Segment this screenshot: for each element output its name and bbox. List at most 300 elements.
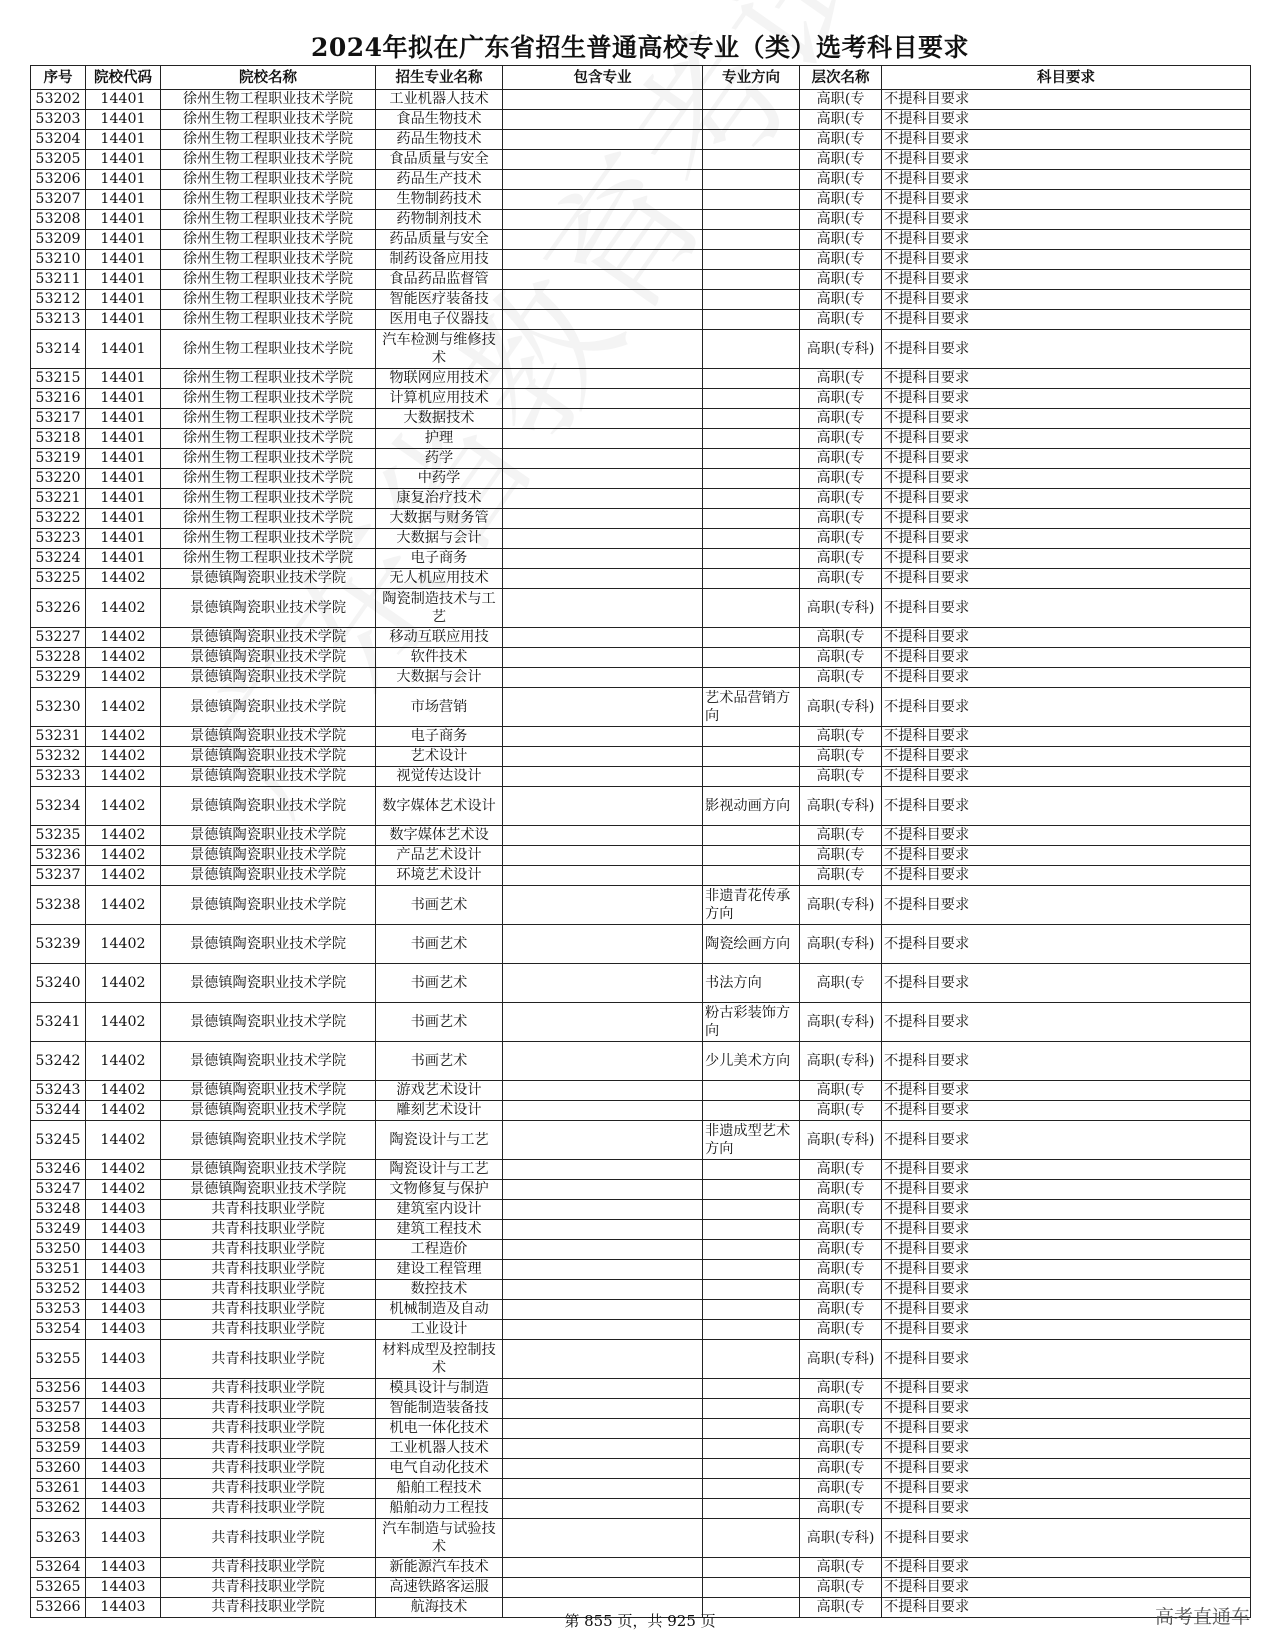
- cell-school-code: 14403: [86, 1280, 161, 1300]
- cell-major-direction: 粉古彩装饰方向: [703, 1003, 800, 1042]
- cell-major-name: 物联网应用技术: [376, 369, 503, 389]
- cell-school-name: 徐州生物工程职业技术学院: [161, 529, 376, 549]
- cell-level-name: 高职(专: [800, 727, 882, 747]
- cell-school-code: 14402: [86, 747, 161, 767]
- cell-major-direction: [703, 509, 800, 529]
- cell-major-direction: [703, 628, 800, 648]
- table-row: [31, 1419, 1251, 1439]
- cell-major-name: 护理: [376, 429, 503, 449]
- cell-included-majors: [503, 1121, 703, 1160]
- cell-seq: 53221: [31, 489, 86, 509]
- cell-school-name: 徐州生物工程职业技术学院: [161, 310, 376, 330]
- cell-seq: 53207: [31, 190, 86, 210]
- cell-major-name: 模具设计与制造: [376, 1379, 503, 1399]
- cell-school-code: 14402: [86, 648, 161, 668]
- cell-subject-requirement: 不提科目要求: [882, 150, 1251, 170]
- cell-school-code: 14401: [86, 529, 161, 549]
- cell-level-name: 高职(专: [800, 150, 882, 170]
- cell-seq: 53263: [31, 1519, 86, 1558]
- cell-major-name: 无人机应用技术: [376, 569, 503, 589]
- cell-seq: 53216: [31, 389, 86, 409]
- cell-major-direction: 艺术品营销方向: [703, 688, 800, 727]
- cell-major-name: 机电一体化技术: [376, 1419, 503, 1439]
- cell-subject-requirement: 不提科目要求: [882, 110, 1251, 130]
- cell-seq: 53235: [31, 826, 86, 846]
- table-row: [31, 469, 1251, 489]
- cell-school-name: 景德镇陶瓷职业技术学院: [161, 747, 376, 767]
- cell-major-direction: [703, 1220, 800, 1240]
- cell-school-code: 14403: [86, 1479, 161, 1499]
- cell-school-code: 14402: [86, 1081, 161, 1101]
- cell-school-code: 14403: [86, 1519, 161, 1558]
- cell-level-name: 高职(专: [800, 1180, 882, 1200]
- cell-seq: 53265: [31, 1578, 86, 1598]
- cell-major-direction: [703, 727, 800, 747]
- cell-school-code: 14401: [86, 150, 161, 170]
- table-row: [31, 648, 1251, 668]
- cell-school-code: 14402: [86, 589, 161, 628]
- cell-level-name: 高职(专科): [800, 925, 882, 964]
- cell-seq: 53204: [31, 130, 86, 150]
- cell-major-direction: [703, 150, 800, 170]
- table-row: [31, 628, 1251, 648]
- cell-level-name: 高职(专科): [800, 886, 882, 925]
- cell-seq: 53239: [31, 925, 86, 964]
- cell-seq: 53215: [31, 369, 86, 389]
- table-row: [31, 250, 1251, 270]
- cell-school-name: 徐州生物工程职业技术学院: [161, 369, 376, 389]
- cell-major-name: 汽车检测与维修技术: [376, 330, 503, 369]
- cell-school-name: 共青科技职业学院: [161, 1558, 376, 1578]
- cell-school-code: 14403: [86, 1459, 161, 1479]
- cell-school-name: 景德镇陶瓷职业技术学院: [161, 727, 376, 747]
- cell-seq: 53224: [31, 549, 86, 569]
- cell-major-name: 书画艺术: [376, 1003, 503, 1042]
- cell-included-majors: [503, 1160, 703, 1180]
- table-row: [31, 1519, 1251, 1558]
- cell-included-majors: [503, 330, 703, 369]
- cell-major-name: 计算机应用技术: [376, 389, 503, 409]
- cell-major-direction: [703, 290, 800, 310]
- cell-major-direction: [703, 449, 800, 469]
- cell-level-name: 高职(专: [800, 250, 882, 270]
- cell-school-name: 徐州生物工程职业技术学院: [161, 389, 376, 409]
- cell-major-name: 食品质量与安全: [376, 150, 503, 170]
- cell-major-direction: [703, 648, 800, 668]
- cell-major-name: 文物修复与保护: [376, 1180, 503, 1200]
- cell-major-name: 游戏艺术设计: [376, 1081, 503, 1101]
- cell-subject-requirement: 不提科目要求: [882, 1459, 1251, 1479]
- cell-major-name: 食品生物技术: [376, 110, 503, 130]
- cell-included-majors: [503, 846, 703, 866]
- cell-level-name: 高职(专: [800, 1499, 882, 1519]
- table-row: [31, 1240, 1251, 1260]
- cell-school-code: 14403: [86, 1598, 161, 1618]
- cell-school-code: 14402: [86, 826, 161, 846]
- cell-major-direction: [703, 1101, 800, 1121]
- cell-seq: 53218: [31, 429, 86, 449]
- cell-school-name: 徐州生物工程职业技术学院: [161, 489, 376, 509]
- cell-school-name: 景德镇陶瓷职业技术学院: [161, 787, 376, 826]
- cell-subject-requirement: 不提科目要求: [882, 866, 1251, 886]
- cell-subject-requirement: 不提科目要求: [882, 727, 1251, 747]
- cell-subject-requirement: 不提科目要求: [882, 569, 1251, 589]
- table-row: [31, 668, 1251, 688]
- cell-level-name: 高职(专: [800, 1220, 882, 1240]
- cell-subject-requirement: 不提科目要求: [882, 90, 1251, 110]
- cell-school-code: 14402: [86, 886, 161, 925]
- cell-subject-requirement: 不提科目要求: [882, 529, 1251, 549]
- cell-level-name: 高职(专: [800, 389, 882, 409]
- cell-school-code: 14403: [86, 1300, 161, 1320]
- table-row: [31, 1180, 1251, 1200]
- cell-seq: 53253: [31, 1300, 86, 1320]
- cell-major-name: 汽车制造与试验技术: [376, 1519, 503, 1558]
- cell-major-direction: [703, 130, 800, 150]
- table-row: [31, 688, 1251, 727]
- cell-level-name: 高职(专: [800, 429, 882, 449]
- cell-major-name: 船舶动力工程技: [376, 1499, 503, 1519]
- cell-level-name: 高职(专: [800, 1240, 882, 1260]
- cell-school-code: 14403: [86, 1340, 161, 1379]
- cell-level-name: 高职(专: [800, 310, 882, 330]
- cell-level-name: 高职(专科): [800, 787, 882, 826]
- cell-major-direction: [703, 569, 800, 589]
- cell-major-name: 陶瓷制造技术与工艺: [376, 589, 503, 628]
- table-row: [31, 549, 1251, 569]
- cell-major-direction: [703, 1578, 800, 1598]
- table-row: [31, 866, 1251, 886]
- table-row: [31, 1160, 1251, 1180]
- cell-seq: 53233: [31, 767, 86, 787]
- cell-included-majors: [503, 250, 703, 270]
- cell-school-code: 14401: [86, 250, 161, 270]
- cell-included-majors: [503, 270, 703, 290]
- cell-school-code: 14402: [86, 964, 161, 1003]
- table-row: [31, 330, 1251, 369]
- cell-school-code: 14401: [86, 449, 161, 469]
- cell-school-name: 共青科技职业学院: [161, 1320, 376, 1340]
- table-row: [31, 1101, 1251, 1121]
- cell-seq: 53226: [31, 589, 86, 628]
- cell-major-name: 药品质量与安全: [376, 230, 503, 250]
- cell-level-name: 高职(专: [800, 1479, 882, 1499]
- cell-subject-requirement: 不提科目要求: [882, 1220, 1251, 1240]
- cell-school-name: 景德镇陶瓷职业技术学院: [161, 648, 376, 668]
- cell-major-name: 智能医疗装备技: [376, 290, 503, 310]
- cell-school-code: 14402: [86, 569, 161, 589]
- cell-major-name: 电子商务: [376, 549, 503, 569]
- cell-major-direction: [703, 310, 800, 330]
- table-row: [31, 886, 1251, 925]
- table-row: [31, 1399, 1251, 1419]
- table-row: [31, 1121, 1251, 1160]
- table-row: [31, 767, 1251, 787]
- cell-level-name: 高职(专: [800, 1439, 882, 1459]
- cell-major-name: 生物制药技术: [376, 190, 503, 210]
- cell-included-majors: [503, 668, 703, 688]
- cell-included-majors: [503, 1519, 703, 1558]
- cell-school-code: 14402: [86, 628, 161, 648]
- header-major-direction: 专业方向: [703, 66, 800, 90]
- cell-major-direction: [703, 270, 800, 290]
- cell-included-majors: [503, 767, 703, 787]
- table-row: [31, 1280, 1251, 1300]
- cell-major-direction: [703, 250, 800, 270]
- cell-seq: 53211: [31, 270, 86, 290]
- cell-school-code: 14401: [86, 270, 161, 290]
- cell-school-name: 景德镇陶瓷职业技术学院: [161, 688, 376, 727]
- cell-school-name: 景德镇陶瓷职业技术学院: [161, 1081, 376, 1101]
- cell-subject-requirement: 不提科目要求: [882, 886, 1251, 925]
- cell-included-majors: [503, 1220, 703, 1240]
- cell-seq: 53234: [31, 787, 86, 826]
- cell-major-name: 工业设计: [376, 1320, 503, 1340]
- cell-major-name: 书画艺术: [376, 1042, 503, 1081]
- table-row: [31, 964, 1251, 1003]
- cell-included-majors: [503, 826, 703, 846]
- cell-seq: 53225: [31, 569, 86, 589]
- cell-subject-requirement: 不提科目要求: [882, 270, 1251, 290]
- cell-school-code: 14403: [86, 1200, 161, 1220]
- cell-level-name: 高职(专: [800, 469, 882, 489]
- table-row: [31, 489, 1251, 509]
- cell-major-name: 药学: [376, 449, 503, 469]
- cell-school-code: 14401: [86, 469, 161, 489]
- cell-subject-requirement: 不提科目要求: [882, 1260, 1251, 1280]
- cell-major-direction: [703, 826, 800, 846]
- cell-major-direction: [703, 190, 800, 210]
- cell-major-direction: [703, 668, 800, 688]
- cell-seq: 53250: [31, 1240, 86, 1260]
- cell-subject-requirement: 不提科目要求: [882, 1081, 1251, 1101]
- cell-major-direction: [703, 846, 800, 866]
- table-row: [31, 826, 1251, 846]
- cell-subject-requirement: 不提科目要求: [882, 1399, 1251, 1419]
- cell-school-name: 徐州生物工程职业技术学院: [161, 290, 376, 310]
- cell-school-name: 共青科技职业学院: [161, 1200, 376, 1220]
- cell-major-name: 陶瓷设计与工艺: [376, 1160, 503, 1180]
- cell-school-code: 14401: [86, 489, 161, 509]
- cell-school-name: 徐州生物工程职业技术学院: [161, 449, 376, 469]
- page-title: 2024年拟在广东省招生普通高校专业（类）选考科目要求: [310, 33, 970, 62]
- cell-school-code: 14401: [86, 429, 161, 449]
- table-row: [31, 1479, 1251, 1499]
- cell-major-direction: [703, 1200, 800, 1220]
- cell-major-direction: 陶瓷绘画方向: [703, 925, 800, 964]
- table-row: [31, 449, 1251, 469]
- cell-school-code: 14403: [86, 1499, 161, 1519]
- page-footer: 第 855 页，共 925 页: [564, 1612, 716, 1630]
- cell-included-majors: [503, 866, 703, 886]
- cell-seq: 53245: [31, 1121, 86, 1160]
- table-row: [31, 1379, 1251, 1399]
- cell-major-direction: [703, 1459, 800, 1479]
- cell-subject-requirement: 不提科目要求: [882, 628, 1251, 648]
- cell-major-name: 书画艺术: [376, 925, 503, 964]
- cell-major-name: 产品艺术设计: [376, 846, 503, 866]
- cell-major-direction: [703, 1519, 800, 1558]
- cell-school-name: 徐州生物工程职业技术学院: [161, 270, 376, 290]
- cell-subject-requirement: 不提科目要求: [882, 1200, 1251, 1220]
- cell-school-name: 景德镇陶瓷职业技术学院: [161, 826, 376, 846]
- cell-level-name: 高职(专科): [800, 688, 882, 727]
- cell-subject-requirement: 不提科目要求: [882, 389, 1251, 409]
- cell-school-code: 14401: [86, 170, 161, 190]
- cell-seq: 53248: [31, 1200, 86, 1220]
- cell-major-name: 电气自动化技术: [376, 1459, 503, 1479]
- header-subject-requirement: 科目要求: [882, 66, 1251, 90]
- cell-subject-requirement: 不提科目要求: [882, 767, 1251, 787]
- cell-school-name: 景德镇陶瓷职业技术学院: [161, 1180, 376, 1200]
- cell-school-name: 共青科技职业学院: [161, 1280, 376, 1300]
- cell-level-name: 高职(专: [800, 846, 882, 866]
- cell-major-name: 视觉传达设计: [376, 767, 503, 787]
- cell-major-direction: [703, 1180, 800, 1200]
- table-row: [31, 1081, 1251, 1101]
- cell-school-code: 14401: [86, 310, 161, 330]
- table-row: [31, 1578, 1251, 1598]
- cell-major-direction: 非遗成型艺术方向: [703, 1121, 800, 1160]
- cell-level-name: 高职(专: [800, 668, 882, 688]
- cell-included-majors: [503, 409, 703, 429]
- cell-subject-requirement: 不提科目要求: [882, 1003, 1251, 1042]
- cell-subject-requirement: 不提科目要求: [882, 409, 1251, 429]
- cell-included-majors: [503, 787, 703, 826]
- header-major-name: 招生专业名称: [376, 66, 503, 90]
- cell-major-name: 船舶工程技术: [376, 1479, 503, 1499]
- cell-subject-requirement: 不提科目要求: [882, 964, 1251, 1003]
- table-row: [31, 727, 1251, 747]
- table-row: [31, 389, 1251, 409]
- cell-major-name: 数字媒体艺术设: [376, 826, 503, 846]
- header-school-name: 院校名称: [161, 66, 376, 90]
- cell-subject-requirement: 不提科目要求: [882, 1042, 1251, 1081]
- cell-level-name: 高职(专科): [800, 1042, 882, 1081]
- header-included-majors: 包含专业: [503, 66, 703, 90]
- cell-subject-requirement: 不提科目要求: [882, 688, 1251, 727]
- table-row: [31, 846, 1251, 866]
- cell-subject-requirement: 不提科目要求: [882, 210, 1251, 230]
- cell-school-code: 14401: [86, 549, 161, 569]
- cell-school-code: 14401: [86, 330, 161, 369]
- cell-seq: 53232: [31, 747, 86, 767]
- cell-level-name: 高职(专: [800, 1300, 882, 1320]
- cell-level-name: 高职(专: [800, 767, 882, 787]
- table-row: [31, 210, 1251, 230]
- cell-included-majors: [503, 1558, 703, 1578]
- cell-school-code: 14403: [86, 1399, 161, 1419]
- cell-major-name: 制药设备应用技: [376, 250, 503, 270]
- cell-school-code: 14402: [86, 668, 161, 688]
- cell-seq: 53208: [31, 210, 86, 230]
- cell-subject-requirement: 不提科目要求: [882, 1280, 1251, 1300]
- cell-school-name: 共青科技职业学院: [161, 1260, 376, 1280]
- cell-school-name: 共青科技职业学院: [161, 1439, 376, 1459]
- cell-seq: 53210: [31, 250, 86, 270]
- cell-included-majors: [503, 210, 703, 230]
- cell-major-direction: [703, 1379, 800, 1399]
- cell-included-majors: [503, 727, 703, 747]
- cell-subject-requirement: 不提科目要求: [882, 1180, 1251, 1200]
- table-row: [31, 369, 1251, 389]
- cell-major-direction: [703, 429, 800, 449]
- cell-included-majors: [503, 1320, 703, 1340]
- table-row: [31, 1439, 1251, 1459]
- cell-seq: 53246: [31, 1160, 86, 1180]
- cell-level-name: 高职(专: [800, 90, 882, 110]
- cell-school-name: 共青科技职业学院: [161, 1499, 376, 1519]
- cell-school-name: 共青科技职业学院: [161, 1340, 376, 1379]
- requirements-table: [30, 65, 1251, 1618]
- cell-level-name: 高职(专科): [800, 330, 882, 369]
- cell-seq: 53227: [31, 628, 86, 648]
- cell-subject-requirement: 不提科目要求: [882, 1160, 1251, 1180]
- cell-included-majors: [503, 230, 703, 250]
- cell-seq: 53242: [31, 1042, 86, 1081]
- cell-level-name: 高职(专: [800, 1578, 882, 1598]
- table-row: [31, 130, 1251, 150]
- cell-major-name: 新能源汽车技术: [376, 1558, 503, 1578]
- cell-major-direction: [703, 230, 800, 250]
- table-row: [31, 150, 1251, 170]
- cell-subject-requirement: 不提科目要求: [882, 826, 1251, 846]
- cell-subject-requirement: 不提科目要求: [882, 170, 1251, 190]
- cell-school-name: 共青科技职业学院: [161, 1220, 376, 1240]
- cell-school-name: 共青科技职业学院: [161, 1419, 376, 1439]
- cell-school-code: 14402: [86, 925, 161, 964]
- table-row: [31, 589, 1251, 628]
- cell-level-name: 高职(专: [800, 290, 882, 310]
- cell-subject-requirement: 不提科目要求: [882, 509, 1251, 529]
- table-row: [31, 529, 1251, 549]
- cell-school-code: 14403: [86, 1419, 161, 1439]
- cell-school-code: 14401: [86, 190, 161, 210]
- cell-major-name: 数控技术: [376, 1280, 503, 1300]
- table-row: [31, 787, 1251, 826]
- cell-school-name: 景德镇陶瓷职业技术学院: [161, 1160, 376, 1180]
- cell-school-code: 14401: [86, 230, 161, 250]
- cell-school-name: 景德镇陶瓷职业技术学院: [161, 589, 376, 628]
- cell-level-name: 高职(专科): [800, 1519, 882, 1558]
- cell-seq: 53205: [31, 150, 86, 170]
- cell-school-name: 徐州生物工程职业技术学院: [161, 130, 376, 150]
- cell-school-name: 景德镇陶瓷职业技术学院: [161, 964, 376, 1003]
- cell-major-name: 建筑室内设计: [376, 1200, 503, 1220]
- cell-included-majors: [503, 1499, 703, 1519]
- cell-school-name: 徐州生物工程职业技术学院: [161, 150, 376, 170]
- cell-subject-requirement: 不提科目要求: [882, 1419, 1251, 1439]
- cell-seq: 53214: [31, 330, 86, 369]
- cell-major-direction: 书法方向: [703, 964, 800, 1003]
- cell-included-majors: [503, 886, 703, 925]
- cell-seq: 53260: [31, 1459, 86, 1479]
- cell-included-majors: [503, 170, 703, 190]
- cell-major-name: 医用电子仪器技: [376, 310, 503, 330]
- cell-level-name: 高职(专: [800, 1280, 882, 1300]
- cell-level-name: 高职(专: [800, 489, 882, 509]
- cell-major-direction: [703, 1439, 800, 1459]
- table-row: [31, 429, 1251, 449]
- cell-included-majors: [503, 1280, 703, 1300]
- cell-level-name: 高职(专: [800, 110, 882, 130]
- cell-school-name: 共青科技职业学院: [161, 1598, 376, 1618]
- cell-major-name: 陶瓷设计与工艺: [376, 1121, 503, 1160]
- cell-subject-requirement: 不提科目要求: [882, 310, 1251, 330]
- cell-subject-requirement: 不提科目要求: [882, 925, 1251, 964]
- cell-major-name: 艺术设计: [376, 747, 503, 767]
- cell-subject-requirement: 不提科目要求: [882, 846, 1251, 866]
